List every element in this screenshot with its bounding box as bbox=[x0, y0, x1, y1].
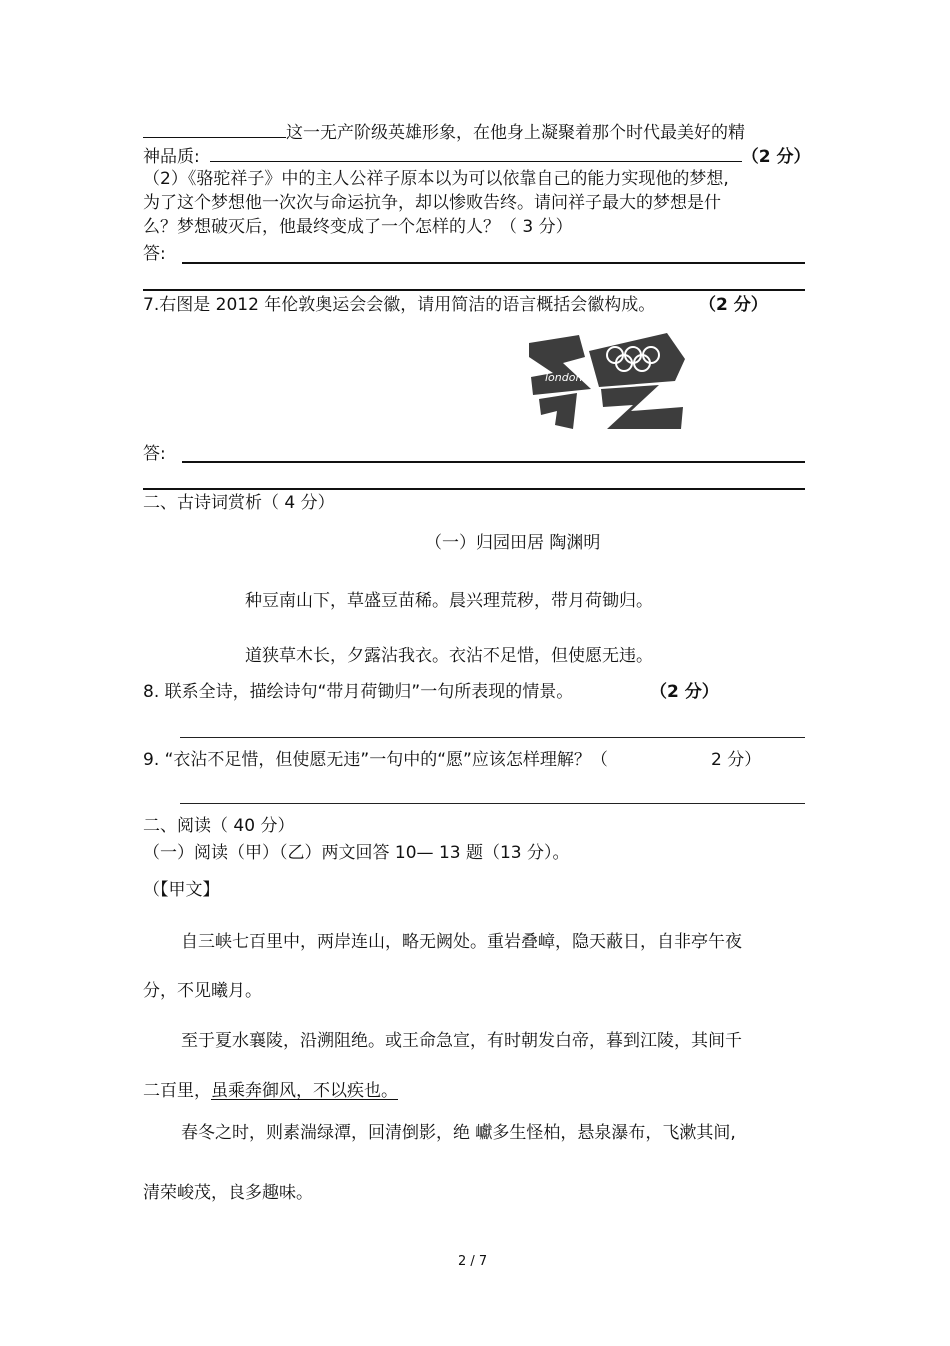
answer-line[interactable] bbox=[182, 461, 805, 463]
text-a-label: （【甲文】 bbox=[143, 880, 220, 900]
q6-sub2-line3: 么？梦想破灭后，他最终变成了一个怎样的人？（ 3 分） bbox=[143, 217, 573, 237]
poem-title: （一）归园田居 陶渊明 bbox=[425, 533, 601, 553]
q7-question: 7.右图是 2012 年伦敦奥运会会徽，请用简洁的语言概括会徽构成。 bbox=[143, 295, 656, 315]
answer-line[interactable] bbox=[143, 289, 805, 291]
q7-score: （2 分） bbox=[699, 295, 768, 315]
answer-line[interactable] bbox=[180, 737, 805, 738]
poem-line-2: 道狭草木长，夕露沾我衣。衣沾不足惜，但使愿无违。 bbox=[245, 646, 653, 666]
passage-p2-line2: 二百里，虽乘奔御风，不以疾也。 bbox=[143, 1081, 398, 1101]
answer-line[interactable] bbox=[180, 803, 805, 804]
q8-score: （2 分） bbox=[650, 682, 719, 702]
svg-text:london: london bbox=[545, 371, 583, 384]
reading-subheading: （一）阅读（甲）（乙）两文回答 10— 13 题（13 分）。 bbox=[143, 843, 570, 863]
passage-p2-line1: 至于夏水襄陵，沿溯阻绝。或王命急宣，有时朝发白帝，暮到江陵，其间千 bbox=[181, 1031, 742, 1051]
blank-underline bbox=[143, 119, 286, 138]
section-heading-poem: 二、古诗词赏析（ 4 分） bbox=[143, 493, 335, 513]
poem-line-1: 种豆南山下，草盛豆苗稀。晨兴理荒秽，带月荷锄归。 bbox=[245, 591, 653, 611]
page-number: 2 / 7 bbox=[458, 1254, 488, 1269]
london-2012-logo-image bbox=[527, 329, 687, 431]
q9-score: 2 分） bbox=[711, 750, 762, 770]
q7-answer-label: 答: bbox=[143, 444, 166, 464]
passage-p1-line1: 自三峡七百里中，两岸连山，略无阙处。重岩叠嶂，隐天蔽日，自非亭午夜 bbox=[181, 932, 742, 952]
passage-p1-line2: 分，不见曦月。 bbox=[143, 981, 262, 1001]
passage-p3-line1: 春冬之时，则素湍绿潭，回清倒影，绝 巘多生怪柏，悬泉瀑布，飞漱其间, bbox=[181, 1123, 736, 1143]
q8-question: 8. 联系全诗，描绘诗句“带月荷锄归”一句所表现的情景。 bbox=[143, 682, 574, 702]
section-heading-reading: 二、阅读（ 40 分） bbox=[143, 816, 295, 836]
q6-sub2-line1: （2）《骆驼祥子》中的主人公祥子原本以为可以依靠自己的能力实现他的梦想, bbox=[143, 169, 729, 189]
answer-line[interactable] bbox=[143, 488, 805, 490]
answer-line[interactable] bbox=[182, 262, 805, 264]
q9-question: 9. “衣沾不足惜，但使愿无违”一句中的“愿”应该怎样理解？（ bbox=[143, 750, 608, 770]
answer-blank[interactable] bbox=[210, 143, 742, 162]
q6-answer-label: 答: bbox=[143, 244, 166, 264]
q6-line1: 这一无产阶级英雄形象，在他身上凝聚着那个时代最美好的精 bbox=[143, 119, 745, 144]
passage-p3-line2: 清荣峻茂，良多趣味。 bbox=[143, 1183, 313, 1203]
underlined-sentence: 虽乘奔御风，不以疾也。 bbox=[211, 1081, 398, 1101]
q6-line2: 神品质: （2 分） bbox=[143, 143, 810, 168]
q6-sub2-line2: 为了这个梦想他一次次与命运抗争，却以惨败告终。请问祥子最大的梦想是什 bbox=[143, 193, 721, 213]
